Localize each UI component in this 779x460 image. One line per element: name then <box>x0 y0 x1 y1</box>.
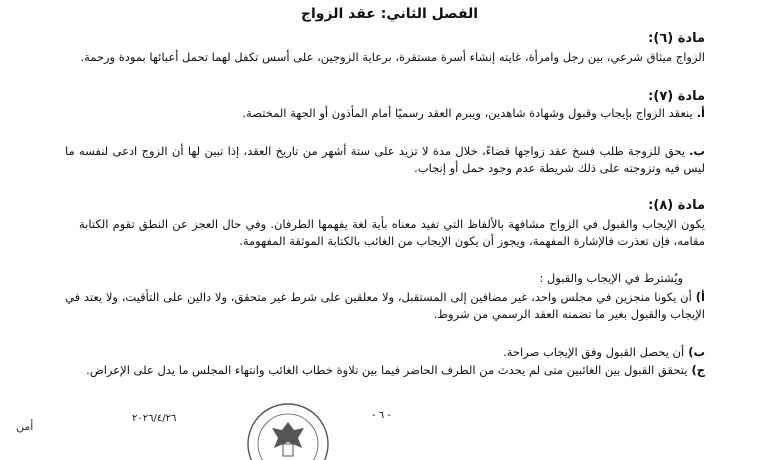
article-7-heading: مادة (٧): <box>648 89 705 104</box>
article-7-item-a <box>65 105 705 122</box>
footer-initials: أمن <box>16 420 34 433</box>
article-8-item-b <box>65 344 705 361</box>
item-label: ج) <box>691 363 705 377</box>
item-text: أن يحصل القبول وفق الإيجاب صراحة. <box>503 345 685 359</box>
footer-date: ٢٠٢٦/٤/٢٦ <box>132 413 177 424</box>
item-text: أن يكونا منجزين في مجلس واحد، غير مضافين إلى المستقبل، ولا معلقين على شرط غير متحقق، ولا دالين على التأقيت، ولا يعتد في الإيجاب والقبول بغير ما تضمنه العقد الرسمي من شروط. <box>65 290 705 321</box>
item-label: ب) <box>688 345 705 359</box>
item-text: يحق للزوجة طلب فسخ عقد زواجها قضاءً، خلال مدة لا تزيد على ستة أشهر من تاريخ العقد، إذا تبين لها أن الزوج ادعى لنفسه ما ليس فيه وتزوجته على ذلك شريطة عدم وجود حمل أو إنجاب. <box>65 144 705 175</box>
article-8-conditions-intro: ويُشترط في الإيجاب والقبول : <box>539 271 683 285</box>
eagle-seal-icon <box>228 400 348 460</box>
article-8-heading: مادة (٨): <box>648 198 705 213</box>
item-text: يتحقق القبول بين الغائبين متى لم يحدث من الطرف الحاضر فيما بين تلاوة خطاب الغائب وانتهاء المجلس ما يدل على الإعراض. <box>86 363 688 377</box>
article-6-text: الزواج ميثاق شرعي، بين رجل وامرأة، غايته إنشاء أسرة مستقرة، برعاية الزوجين، على أسس تكفل لهما تحمل أعبائها بمودة ورحمة. <box>80 50 705 64</box>
chapter-title: الفصل الثاني: عقد الزواج <box>300 6 479 22</box>
item-label: أ) <box>695 290 705 304</box>
article-7-item-b <box>65 143 705 177</box>
article-8-item-a <box>65 289 705 323</box>
item-text: ينعقد الزواج بإيجاب وقبول وشهادة شاهدين، ويبرم العقد رسميًا أمام المأذون أو الجهة المختصة. <box>242 106 693 120</box>
page-number: - ٦ - <box>372 410 391 421</box>
item-label: ب. <box>689 144 705 158</box>
article-8-text: يكون الإيجاب والقبول في الزواج مشافهة بالألفاظ التي تفيد معناه بأية لغة يفهمها الطرفان. وفي حال العجز عن النطق تقوم الكتابة مقامه، فإن تعذرت فالإشارة المفهمة، ويجوز أن يكون الإيجاب من الغائب بالكتابة الموثقة المفهومة. <box>79 217 705 248</box>
item-label: أ. <box>696 106 705 120</box>
article-8-item-c <box>65 362 705 379</box>
article-6-heading: مادة (٦): <box>648 31 705 46</box>
